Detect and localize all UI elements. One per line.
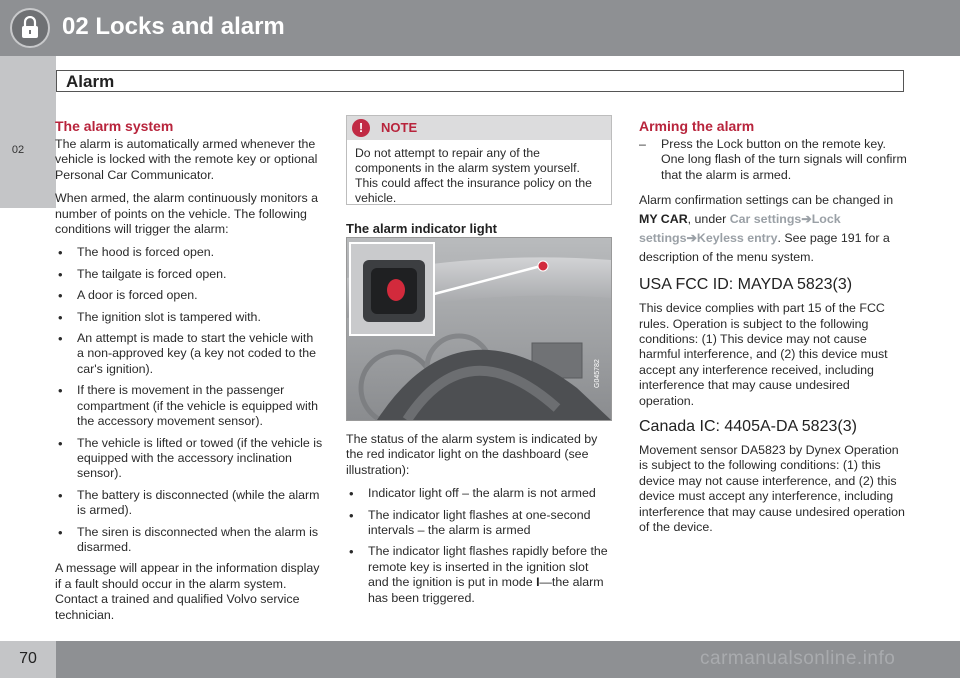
- text: . See page 191 for a description of the menu system.: [639, 231, 890, 265]
- page-number: 70: [19, 650, 37, 667]
- list-item: • An attempt is made to start the vehicle with a non-approved key (a key not coded to the car's ignition).: [55, 331, 323, 377]
- paragraph: The status of the alarm system is indicated by the red indicator light on the dashboard (see illustration):: [346, 432, 598, 477]
- list-item: • If there is movement in the passenger compartment (if the vehicle is equipped with the accessory movement sensor).: [55, 383, 323, 429]
- paragraph: When armed, the alarm continuously monitors a number of points on the vehicle. The following conditions will trigger the alarm:: [55, 191, 319, 237]
- column-left: [55, 118, 323, 631]
- note-label: NOTE: [381, 120, 418, 135]
- list-item: • The hood is forced open.: [55, 245, 323, 260]
- dashboard-image: [347, 238, 611, 420]
- section-title: Alarm: [66, 72, 115, 91]
- heading-indicator-light: The alarm indicator light: [346, 221, 497, 236]
- note-header: [347, 116, 611, 140]
- list-item: • The vehicle is lifted or towed (if the vehicle is equipped with the accessory inclination sensor).: [55, 436, 323, 482]
- watermark: carmanualsonline.info: [700, 648, 896, 669]
- list-item: • The indicator light flashes at one-second intervals – the alarm is armed: [346, 508, 612, 539]
- paragraph: This device complies with part 15 of the FCC rules. Operation is subject to the following conditions: (1) This device may not cause harmful interference, and (2) this device must accept any interference received, including interference that may cause undesired operation.: [639, 301, 888, 408]
- heading-fcc: USA FCC ID: MAYDA 5823(3): [639, 276, 853, 294]
- chapter-tab: [0, 56, 56, 208]
- trigger-conditions-list: [55, 245, 323, 555]
- dashboard-illustration: [346, 237, 612, 421]
- menu-car-settings: Car settings: [729, 212, 802, 227]
- paragraph: The alarm is automatically armed whenever the vehicle is locked with the remote key or optional Personal Car Communicator.: [55, 137, 318, 182]
- menu-lock-settings: Lock settings: [639, 212, 841, 246]
- list-item: • The siren is disconnected when the alarm is disarmed.: [55, 525, 323, 556]
- note-box: [346, 115, 612, 205]
- heading-canada-ic: Canada IC: 4405A-DA 5823(3): [639, 418, 857, 436]
- indicator-status-list: [346, 486, 612, 606]
- column-middle: [346, 432, 612, 612]
- illustration-code: G045782: [594, 359, 601, 388]
- list-item: • The battery is disconnected (while the alarm is armed).: [55, 488, 323, 519]
- paragraph: Movement sensor DA5823 by Dynex Operation is subject to the following conditions: (1) this device may not cause interference, and (2) this device must accept any interference, including interference that may cause undesired operation of the device.: [639, 443, 905, 535]
- list-item: • A door is forced open.: [55, 288, 323, 303]
- heading-arming-alarm: Arming the alarm: [639, 118, 755, 134]
- menu-keyless-entry: Keyless entry: [696, 231, 778, 246]
- menu-my-car: MY CAR: [639, 212, 688, 227]
- section-header: [56, 70, 904, 92]
- chapter-tab-number: 02: [11, 144, 25, 156]
- ignition-mode: I: [536, 575, 540, 590]
- column-right: [639, 118, 907, 544]
- list-item-text: The indicator light flashes rapidly before the remote key is inserted in the ignition slot and the ignition is put in mode: [368, 544, 608, 590]
- arrow-icon: ➔: [686, 231, 697, 246]
- list-item: • Indicator light off – the alarm is not armed: [346, 486, 612, 501]
- list-item: • The ignition slot is tampered with.: [55, 310, 323, 325]
- chapter-title: 02 Locks and alarm: [62, 13, 285, 40]
- list-item: • The tailgate is forced open.: [55, 267, 323, 282]
- exclamation-icon: !: [352, 119, 370, 137]
- heading-alarm-system: The alarm system: [55, 118, 174, 134]
- list-item: – Press the Lock button on the remote key. One long flash of the turn signals will confirm that the alarm is armed.: [639, 137, 907, 183]
- padlock-icon: [20, 16, 40, 40]
- arrow-icon: ➔: [801, 212, 812, 227]
- list-item-text: —the alarm has been triggered.: [368, 575, 604, 605]
- note-text: Do not attempt to repair any of the components in the alarm system yourself. This could affect the insurance policy on the vehicle.: [355, 146, 592, 205]
- arming-steps: [639, 137, 907, 183]
- text: , under: [687, 212, 730, 227]
- padlock-badge: [10, 8, 50, 48]
- text: Alarm confirmation settings can be changed in: [639, 193, 894, 208]
- paragraph: A message will appear in the information display if a fault should occur in the alarm system. Contact a trained and qualified Volvo service technician.: [55, 561, 320, 622]
- list-item: [346, 544, 612, 606]
- paragraph: [639, 191, 907, 267]
